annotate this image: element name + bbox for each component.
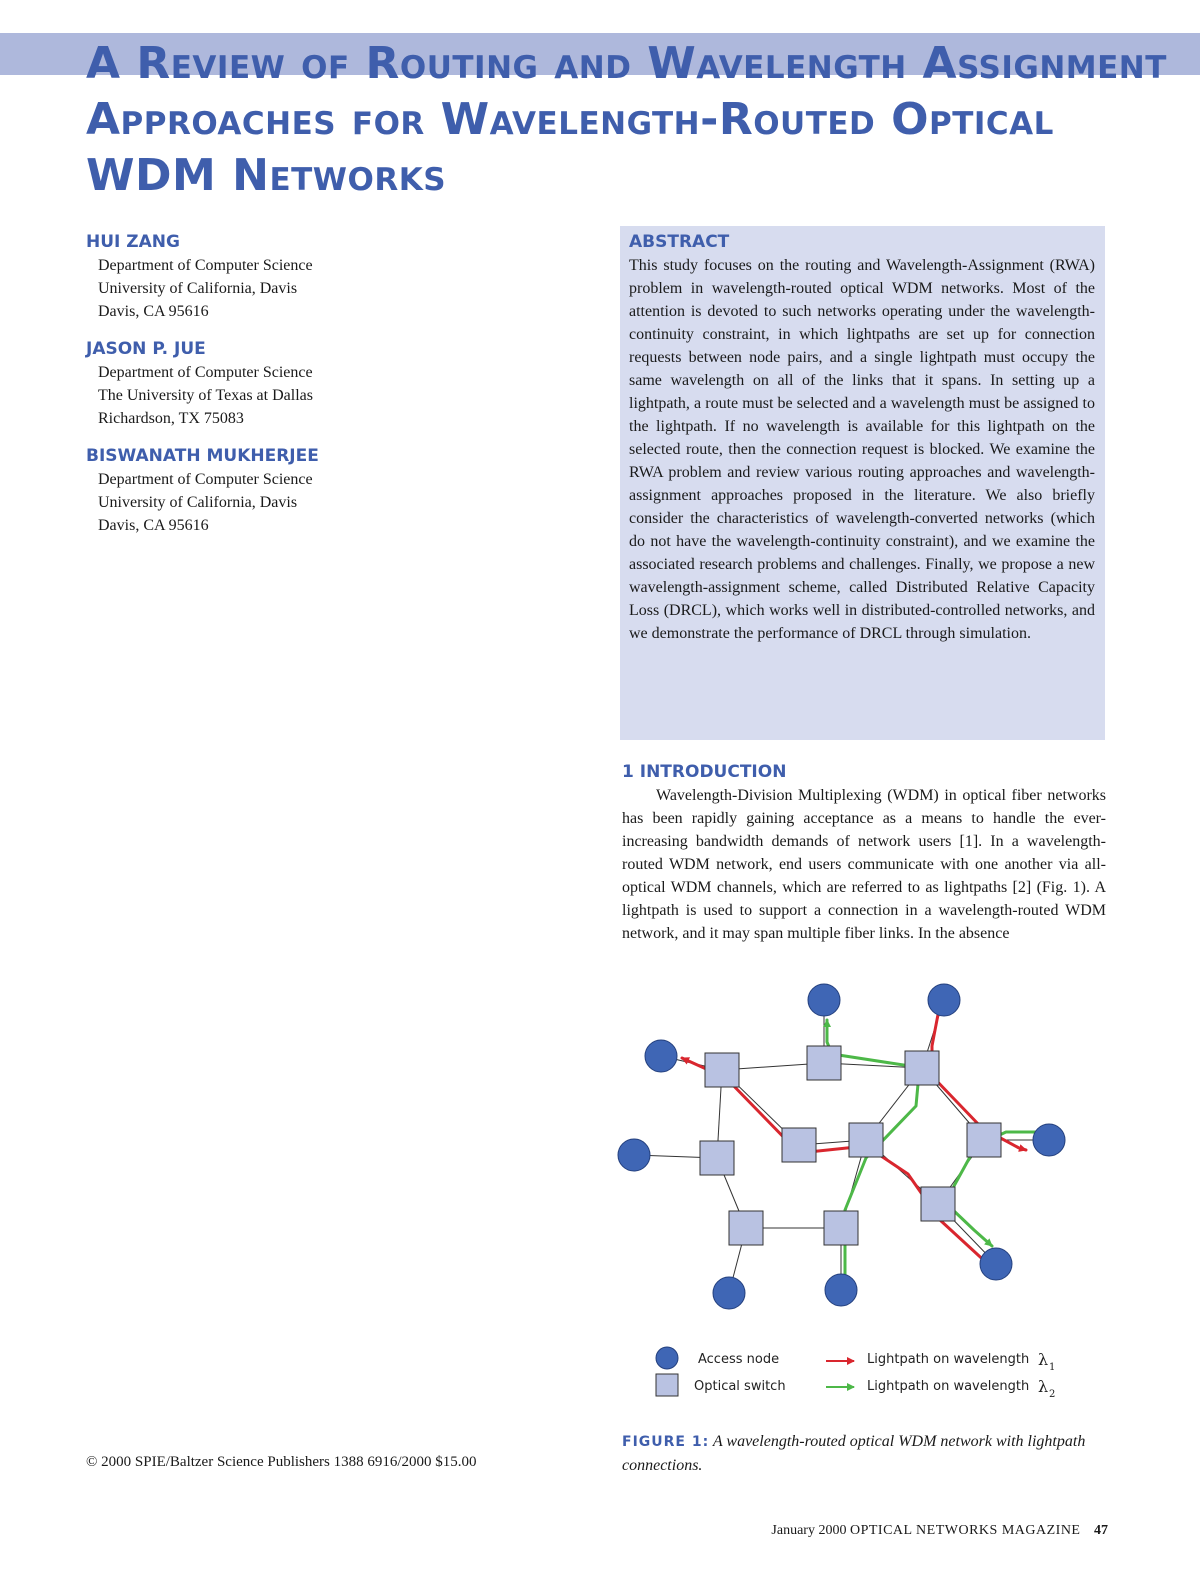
- page-number: 47: [1094, 1523, 1108, 1538]
- author-block: [86, 337, 566, 430]
- optical-switch: [905, 1051, 939, 1085]
- author-name: BISWANATH MUKHERJEE: [86, 446, 319, 466]
- affiliation-line: Davis, CA 95616: [98, 517, 209, 534]
- optical-switch: [824, 1211, 858, 1245]
- legend-lambda1-label: Lightpath on wavelength: [867, 1352, 1030, 1367]
- optical-switch: [807, 1046, 841, 1080]
- legend-lambda2-subscript: 2: [1049, 1389, 1056, 1400]
- optical-switch: [705, 1053, 739, 1087]
- affiliation-line: University of California, Davis: [98, 280, 298, 297]
- legend-access-node-label: Access node: [698, 1352, 780, 1367]
- affiliation-line: Davis, CA 95616: [98, 303, 209, 320]
- legend-lambda1-symbol: λ: [1038, 1350, 1049, 1369]
- footer-magazine: OPTICAL NETWORKS MAGAZINE: [849, 1523, 1081, 1538]
- affiliation-line: Department of Computer Science: [98, 471, 313, 488]
- affiliation-line: Richardson, TX 75083: [98, 410, 244, 427]
- access-node: [825, 1274, 857, 1306]
- abstract-box: [620, 226, 1105, 740]
- access-node: [928, 984, 960, 1016]
- introduction-heading: 1 INTRODUCTION: [622, 762, 787, 782]
- optical-switches: [700, 1046, 1001, 1245]
- author-name: HUI ZANG: [86, 232, 180, 252]
- optical-switch: [921, 1187, 955, 1221]
- abstract-heading: ABSTRACT: [629, 232, 730, 252]
- network-figure: [614, 978, 1114, 1413]
- affiliation-line: Department of Computer Science: [98, 257, 313, 274]
- figure-caption-label: FIGURE 1:: [622, 1434, 710, 1450]
- access-node: [713, 1277, 745, 1309]
- legend-lambda2-label: Lightpath on wavelength: [867, 1379, 1030, 1394]
- affiliation-line: Department of Computer Science: [98, 364, 313, 381]
- legend-lambda2-symbol: λ: [1038, 1377, 1049, 1396]
- copyright-notice: © 2000 SPIE/Baltzer Science Publishers 1388 6916/2000 $15.00: [86, 1454, 477, 1470]
- network-diagram: [614, 978, 1114, 1413]
- access-node: [980, 1248, 1012, 1280]
- access-node: [618, 1139, 650, 1171]
- introduction-section: [622, 760, 1106, 945]
- affiliation-line: University of California, Davis: [98, 494, 298, 511]
- optical-switch: [849, 1123, 883, 1157]
- optical-switch: [782, 1128, 816, 1162]
- page-footer: [771, 1521, 1108, 1541]
- footer-date: January 2000: [771, 1523, 847, 1538]
- legend-optical-switch-icon: [656, 1374, 678, 1396]
- abstract-text: This study focuses on the routing and Wavelength-Assignment (RWA) problem in wavelength-routed optical WDM networks. Most of the attention is devoted to such networks operating under the wavelength-continuity constraint, in which lightpaths are set up for connection requests between node pairs, and a single lightpath must occupy the same wavelength on all of the links that it spans. In setting up a lightpath, a route must be selected and a wavelength must be assigned to the lightpath. If no wavelength is available for this lightpath on the selected route, then the connection request is blocked. We examine the RWA problem and review various routing approaches and wavelength-assignment approaches proposed in the literature. We also briefly consider the characteristics of wavelength-converted networks (which do not have the wavelength-continuity constraint), and we examine the associated research problems and challenges. Finally, we propose a new wavelength-assignment scheme, called Distributed Relative Capacity Loss (DRCL), which works well in distributed-controlled networks, and we demonstrate the performance of DRCL through simulation.: [629, 257, 1095, 642]
- figure-legend: [656, 1347, 1055, 1400]
- affiliation-line: The University of Texas at Dallas: [98, 387, 313, 404]
- figure-caption: [622, 1430, 1092, 1477]
- legend-optical-switch-label: Optical switch: [694, 1379, 786, 1394]
- legend-access-node-icon: [656, 1347, 678, 1369]
- introduction-text: Wavelength-Division Multiplexing (WDM) in optical fiber networks has been rapidly gaining acceptance as a means to handle the ever-increasing bandwidth demands of network users [1]. In a wavelength-routed WDM network, end users communicate with one another via all-optical WDM channels, which are referred to as lightpaths [2] (Fig. 1). A lightpath is used to support a connection in a wavelength-routed WDM network, and it may span multiple fiber links. In the absence: [622, 787, 1106, 942]
- author-block: [86, 444, 566, 537]
- access-node: [808, 984, 840, 1016]
- access-node: [645, 1040, 677, 1072]
- figure-caption-text: A wavelength-routed optical WDM network with lightpath connections.: [622, 1433, 1086, 1474]
- access-node: [1033, 1124, 1065, 1156]
- author-list: [86, 230, 566, 551]
- author-name: JASON P. JUE: [86, 339, 206, 359]
- author-block: [86, 230, 566, 323]
- optical-switch: [700, 1141, 734, 1175]
- legend-lambda1-subscript: 1: [1049, 1362, 1056, 1373]
- paper-title: A Review of Routing and Wavelength Assignment Approaches for Wavelength-Routed Optical WDM Networks: [86, 38, 1167, 201]
- optical-switch: [729, 1211, 763, 1245]
- optical-switch: [967, 1123, 1001, 1157]
